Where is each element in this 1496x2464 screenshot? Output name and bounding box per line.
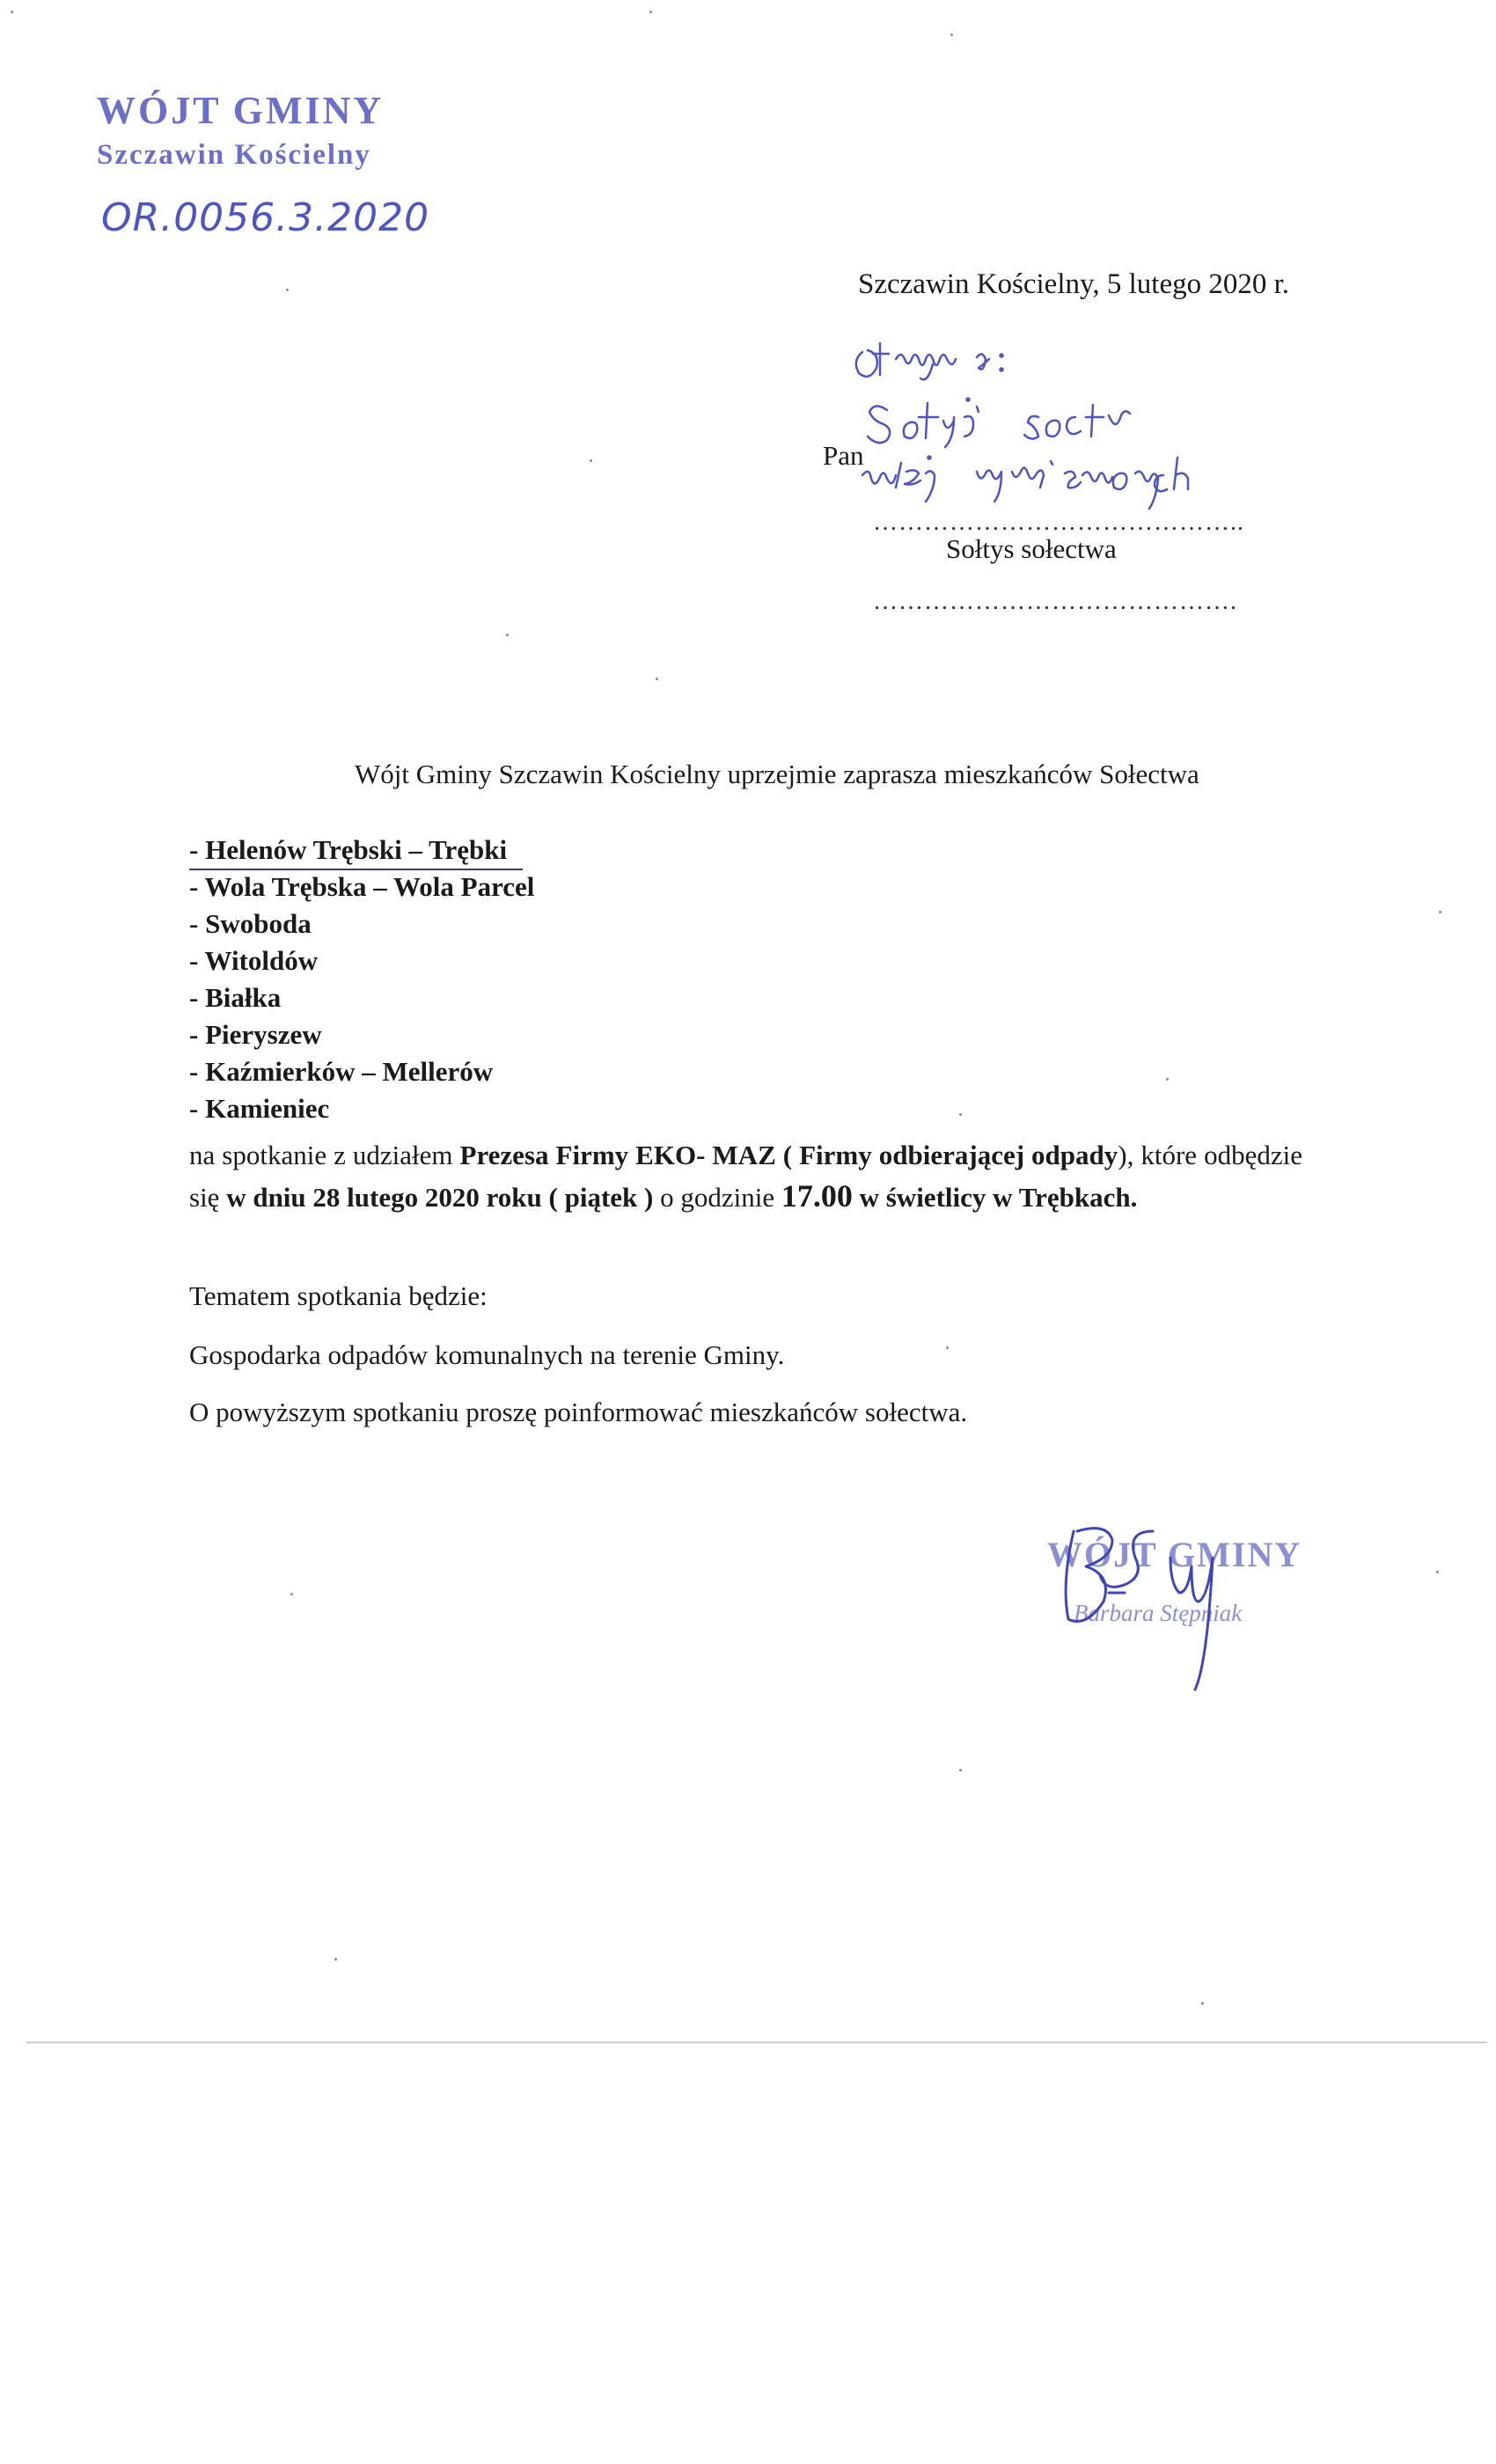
meeting-time: 17.00 xyxy=(781,1178,853,1214)
signature-stamp-name: Barbara Stępniak xyxy=(1074,1600,1243,1626)
list-item: - Pieryszew xyxy=(189,1019,322,1050)
signature-stamp-title: WÓJT GMINY xyxy=(1047,1535,1302,1574)
list-item: - Witoldów xyxy=(189,945,319,976)
scan-speck xyxy=(959,1769,962,1771)
topic-text: Gospodarka odpadów komunalnych na terenie Gminy. xyxy=(189,1339,785,1370)
scan-speck xyxy=(656,678,658,680)
invitation-intro: Wójt Gminy Szczawin Kościelny uprzejmie zaprasza mieszkańców Sołectwa xyxy=(355,759,1199,789)
meeting-place: w świetlicy w Trębkach. xyxy=(859,1182,1138,1213)
date-line: Szczawin Kościelny, 5 lutego 2020 r. xyxy=(858,268,1290,300)
scan-speck xyxy=(590,459,592,462)
scan-speck xyxy=(290,1593,293,1595)
pan-label: Pan xyxy=(823,440,864,471)
handwritten-recipient-note xyxy=(845,326,1373,510)
office-stamp-title: WÓJT GMINY xyxy=(97,89,385,132)
scan-speck xyxy=(11,11,13,13)
meeting-date: w dniu 28 lutego 2020 roku ( piątek ) xyxy=(226,1182,654,1213)
list-item: - Helenów Trębski – Trębki xyxy=(189,832,534,869)
scan-speck xyxy=(1439,911,1441,913)
village-list xyxy=(189,832,534,1127)
scan-speck xyxy=(950,33,953,36)
guest-name: Prezesa Firmy EKO- MAZ ( Firmy odbierającej odpady xyxy=(459,1140,1118,1170)
scan-speck xyxy=(1166,1078,1169,1081)
list-item: - Swoboda xyxy=(189,908,312,939)
list-item: - Kamieniec xyxy=(189,1093,330,1124)
office-stamp-location: Szczawin Kościelny xyxy=(97,139,371,171)
scan-speck xyxy=(1201,2002,1204,2005)
soltys-label: Sołtys sołectwa xyxy=(946,533,1117,564)
scan-speck xyxy=(286,289,289,291)
inform-text: O powyższym spotkaniu proszę poinformować mieszkańców sołectwa. xyxy=(189,1397,968,1427)
list-item: - Kaźmierków – Mellerów xyxy=(189,1056,494,1087)
topic-label: Tematem spotkania będzie: xyxy=(189,1280,488,1311)
signature-stamp xyxy=(1038,1514,1390,1716)
scan-speck xyxy=(959,1113,962,1116)
list-item: - Białka xyxy=(189,982,282,1013)
scan-speck xyxy=(649,11,652,13)
scan-edge-line xyxy=(26,2042,1487,2043)
scan-speck xyxy=(506,634,509,636)
scan-speck xyxy=(1436,1571,1439,1573)
recipient-dotted-line: …………………………………….. xyxy=(873,509,1244,536)
reference-number: OR.0056.3.2020 xyxy=(101,195,430,240)
scan-speck xyxy=(334,1958,337,1961)
list-item: - Wola Trębska – Wola Parcel xyxy=(189,871,535,902)
scan-speck xyxy=(946,1346,949,1349)
meeting-paragraph: na spotkanie z udziałem Prezesa Firmy EKO- MAZ ( Firmy odbierającej odpady), które odbędzie się w dniu 28 lutego 2020 roku ( piątek ) o godzinie 17.00 w świetlicy w Trębkach. xyxy=(189,1140,1302,1214)
second-dotted-line: ……………………………………. xyxy=(873,588,1237,615)
